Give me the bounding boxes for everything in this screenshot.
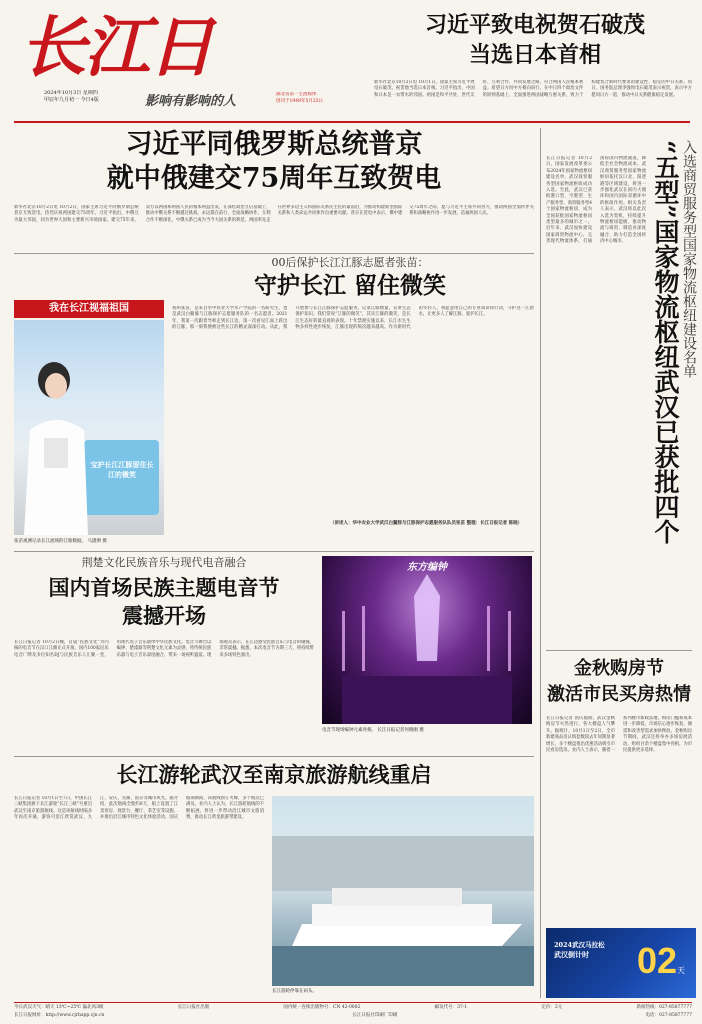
bell-tower [414,574,440,661]
marathon-ad-line1: 2024武汉马拉松 [554,941,605,949]
top-story-body: 新华社北京10月2日电 10月1日，国家主席习近平致电石破茂，祝贺他当选日本首相。习近平指出，中国和日本是一衣带水的邻国。两国是和平共处、世代友好、互利合作、共同发展之路，符合两国人民根本利益。希望日方同中方相向而行，在中日四个政治文件的原则基础上，全面推进两国战略互惠关系，致力于构建契合新时代要求的建设性、稳定的中日关系。同日，国务院总理李强致电石破茂表示祝贺，表示中方愿同日方一道，推动中日关系健康稳定发展。 [374,80,692,98]
volunteer-footnote: （讲述人：华中农业大学武汉白鱀豚与江豚保护志愿服务队队员张苗 整理：长江日报记者 陈晓） [330,521,523,526]
masthead-date-block [44,90,144,112]
cruise-ship-illustration [272,796,534,986]
footer [14,1004,692,1022]
top-story-headline: 习近平致电祝贺石破茂 当选日本首相 [424,12,645,68]
music-caption: 电音节现场编钟元素亮相。 长江日报记者何晓刚 摄 [322,728,424,733]
lead-story-headline: 习近平同俄罗斯总统普京 就中俄建交75周年互致贺电 [106,129,442,194]
volunteer-photo [14,320,164,535]
marathon-countdown: 02天 [636,940,686,981]
footer-cn: 国内统一连续出版物号：CN 42-0002 [283,1005,361,1010]
volunteer-column-label: 我在长江视福祖国 [14,300,164,318]
marathon-ad-text [554,940,634,980]
footer-hotline: 新闻热线：027-85877777 [636,1005,692,1010]
person-face [45,373,67,399]
footer-tel: 电话：027-85877777 [645,1013,692,1018]
section-divider [14,551,534,552]
right-feature-intro: 入选商贸服务型国家物流枢纽建设名单 [681,140,697,378]
footer-website[interactable]: 长江日报网址：http://www.cjrbapp.cjn.cn [14,1013,105,1018]
volunteer-photo-slogan: 宝护长江江豚留住长江的微笑 [90,460,154,479]
music-stage-illustration [322,556,532,724]
footer-row1 [14,1004,692,1012]
masthead-reg1: 湖北省第一主流媒体 [276,92,317,97]
person-shirt [24,420,88,535]
masthead-registration [276,92,366,114]
housing-headline: 金秋购房节 激活市民买房热情 [547,658,691,705]
section-divider [14,756,534,757]
masthead-slogan: 影响有影响的人 [145,94,237,109]
footer-post-code: 邮发代号：37-1 [434,1005,468,1010]
column-divider [540,128,541,998]
right-feature-headline: “五型”国家物流枢纽武汉已获批四个 [651,140,680,544]
cruise-photo [272,796,534,986]
crowd [342,676,512,724]
masthead-title [20,8,260,86]
ship-upper-deck [332,888,462,906]
cruise-headline: 长江游轮武汉至南京旅游航线重启 [116,762,432,787]
volunteer-photo-illustration [14,320,164,535]
tablet-device [44,438,68,468]
right-feature-body: 长江日报记者 10月2日，国家发展改革委公布2024年国家物流枢纽建设名单，武汉商贸服务型国家物流枢纽成功入选。至此，武汉已获批港口型、空港型、生产服务型、商贸服务型4个国家物流枢纽，成为全国获批国家物流枢纽类型最多的城市之一。近年来，武汉加快建设国家商贸物流中心，完善现代物流体系，打通国际国内物流通道，降低全社会物流成本。武汉商贸服务型国家物流枢纽依托汉口北、阳逻港等区域建设，将进一步强化武汉在国内大循环和国内国际双循环中的枢纽作用。相关负责人表示，武汉将以此次入选为契机，持续提升物流枢纽能级，推动物流与商贸、制造业深度融合，助力打造全国经济中心城市。 [546,156,646,245]
music-headline: 国内首场民族主题电音节 震撼开场 [48,575,280,628]
footer-rule [14,1002,692,1003]
masthead-date: 2024年10月3日 星期四 [44,90,98,96]
section-divider [14,253,534,254]
ship-hull [292,924,522,946]
volunteer-kicker: 00后保护长江江豚志愿者张苗： [271,256,429,269]
footer-weather: 今日武汉天气：晴天 13℃~25℃ 偏北风3级 [14,1005,104,1010]
masthead-rule [14,121,690,123]
lead-story-body: 新华社北京10月2日电 10月2日，国家主席习近平同俄罗斯总统普京互致贺电，热烈庆祝两国建交75周年。习近平指出，中俄互为最大邻国，同为世界大国和主要新兴市场国家。建交75年来，双方以两国和两国人民的根本利益出发，在深化政治互信基础上，推动中俄关系不断越过挑战，永远都在前行，全面战略协作，互利合作不断深化，中俄关系已成为当今大国关系的典范。两国率先走在世界多边主义和国际关系民主化的最前沿，为推动构建新型国际关系和人类命运共同体作出重要贡献。普京在贺电中表示，俄中建交75周年之际，愿与习近平主席共同努力，推动两国全面伙伴关系和战略协作进一步发展，造福两国人民。 [14,205,534,223]
footer-price: 定价：2元 [541,1005,563,1010]
river-water [272,946,534,986]
volunteer-headline: 守护长江 留住微笑 [253,272,446,299]
section-divider [546,650,692,651]
housing-body: 长江日报记者 国庆假期，武汉金秋购房节火热进行，各大楼盘人气攀升。据统计，10月1日至2日，全市新建商品房认购套数较去年同期显著增长，多个楼盘推出优惠活动吸引市民看房选房。业内人士表示，随着一系列楼市新政落地，购房门槛和成本进一步降低，市场信心逐步恢复，刚需和改善型需求加快释放。金秋购房节期间，武汉还将举办多场房展活动，组织百余个楼盘集中亮相，为市民提供更多选择。 [546,716,692,754]
music-body: 长江日报记者 10月2日晚，首届“民族文化”为内核的电音节在汉口江滩正式开演，国内100家民乐电音厂牌及多位知名DJ与民族音乐人汇聚一堂，用现代电子音乐演绎中华民族文化。电音节舞台以编钟、楚漆器等荆楚文化元素为灵感，将传统民族乐器与电子音乐深度融合，带来一场视听盛宴。现场观众表示，在江边感受民族音乐与电音的碰撞，非常震撼。据悉，本次电音节为期三天，将持续带来多场特色演出。 [14,640,314,658]
shore-buildings [272,836,534,891]
music-stage-text: 东方编钟 [407,562,447,573]
music-photo [322,556,532,724]
footer-printer: 长江日报社印刷厂印刷 [352,1013,398,1018]
volunteer-caption: 张苗观测记录长江流域的江豚数据。 马潇洒 摄 [14,539,107,544]
ship-deck [312,904,492,926]
marathon-ad-line2: 武汉倒计时 [554,950,589,959]
masthead-lunar: 甲辰年九月初一 今日4版 [44,97,99,103]
marathon-ad [546,928,696,998]
cruise-caption: 长江游轮停靠在码头。 [272,989,317,994]
footer-row2 [14,1012,692,1020]
masthead-issn: 创刊于1949年5月23日 [276,98,324,104]
volunteer-body: 我叫张苗，是来自华中农业大学水产学院的一名研究生，也是武汉白鱀豚与江豚保护志愿服务队的一名志愿者。2021年，我第一次跟着导师走到长江边，第一次看见江面上跃出的江豚，那一刻我便被这些长江的精灵深深打动。从此，我开始参与长江江豚保护志愿服务，记录江豚数量，宣讲生态保护知识。我们常说“江豚的微笑”，其实江豚的微笑，是长江生态好转最直观的表现。十年禁渔实施以来，长江水生生物多样性逐步恢复，江豚出现的频次越来越高。作为新时代的年轻人，我愿意用自己的专业知识和行动，守护这一江碧水，让更多人了解江豚、爱护长江。 [172,306,534,331]
footer-publisher: 长江日报社出版 [177,1005,210,1010]
masthead-logo: 长江日 [20,8,212,86]
cruise-body: 长江日报记者 10月1日至7日，中国长江三峡集团旗下长江游轮“长江三峡”号重启武汉至南京旅游航线。这是该航线时隔多年再次开通，游客可沿江欣赏武汉、九江、安庆、芜湖、南京等城市风光。据介绍，此次航线全程约8天，船上设置了江景客房、观景台、餐厅、茶艺室等设施，并推出沿江城市特色文化体验活动。国庆假期期间，该航线预订火爆，多个航次已满员。业内人士认为，长江游轮航线的不断拓展，将进一步带动沿江城市文旅消费，推动长江黄金旅游带建设。 [14,796,264,821]
music-body-right [322,738,532,754]
music-kicker: 荆楚文化民族音乐与现代电音融合 [81,556,247,569]
